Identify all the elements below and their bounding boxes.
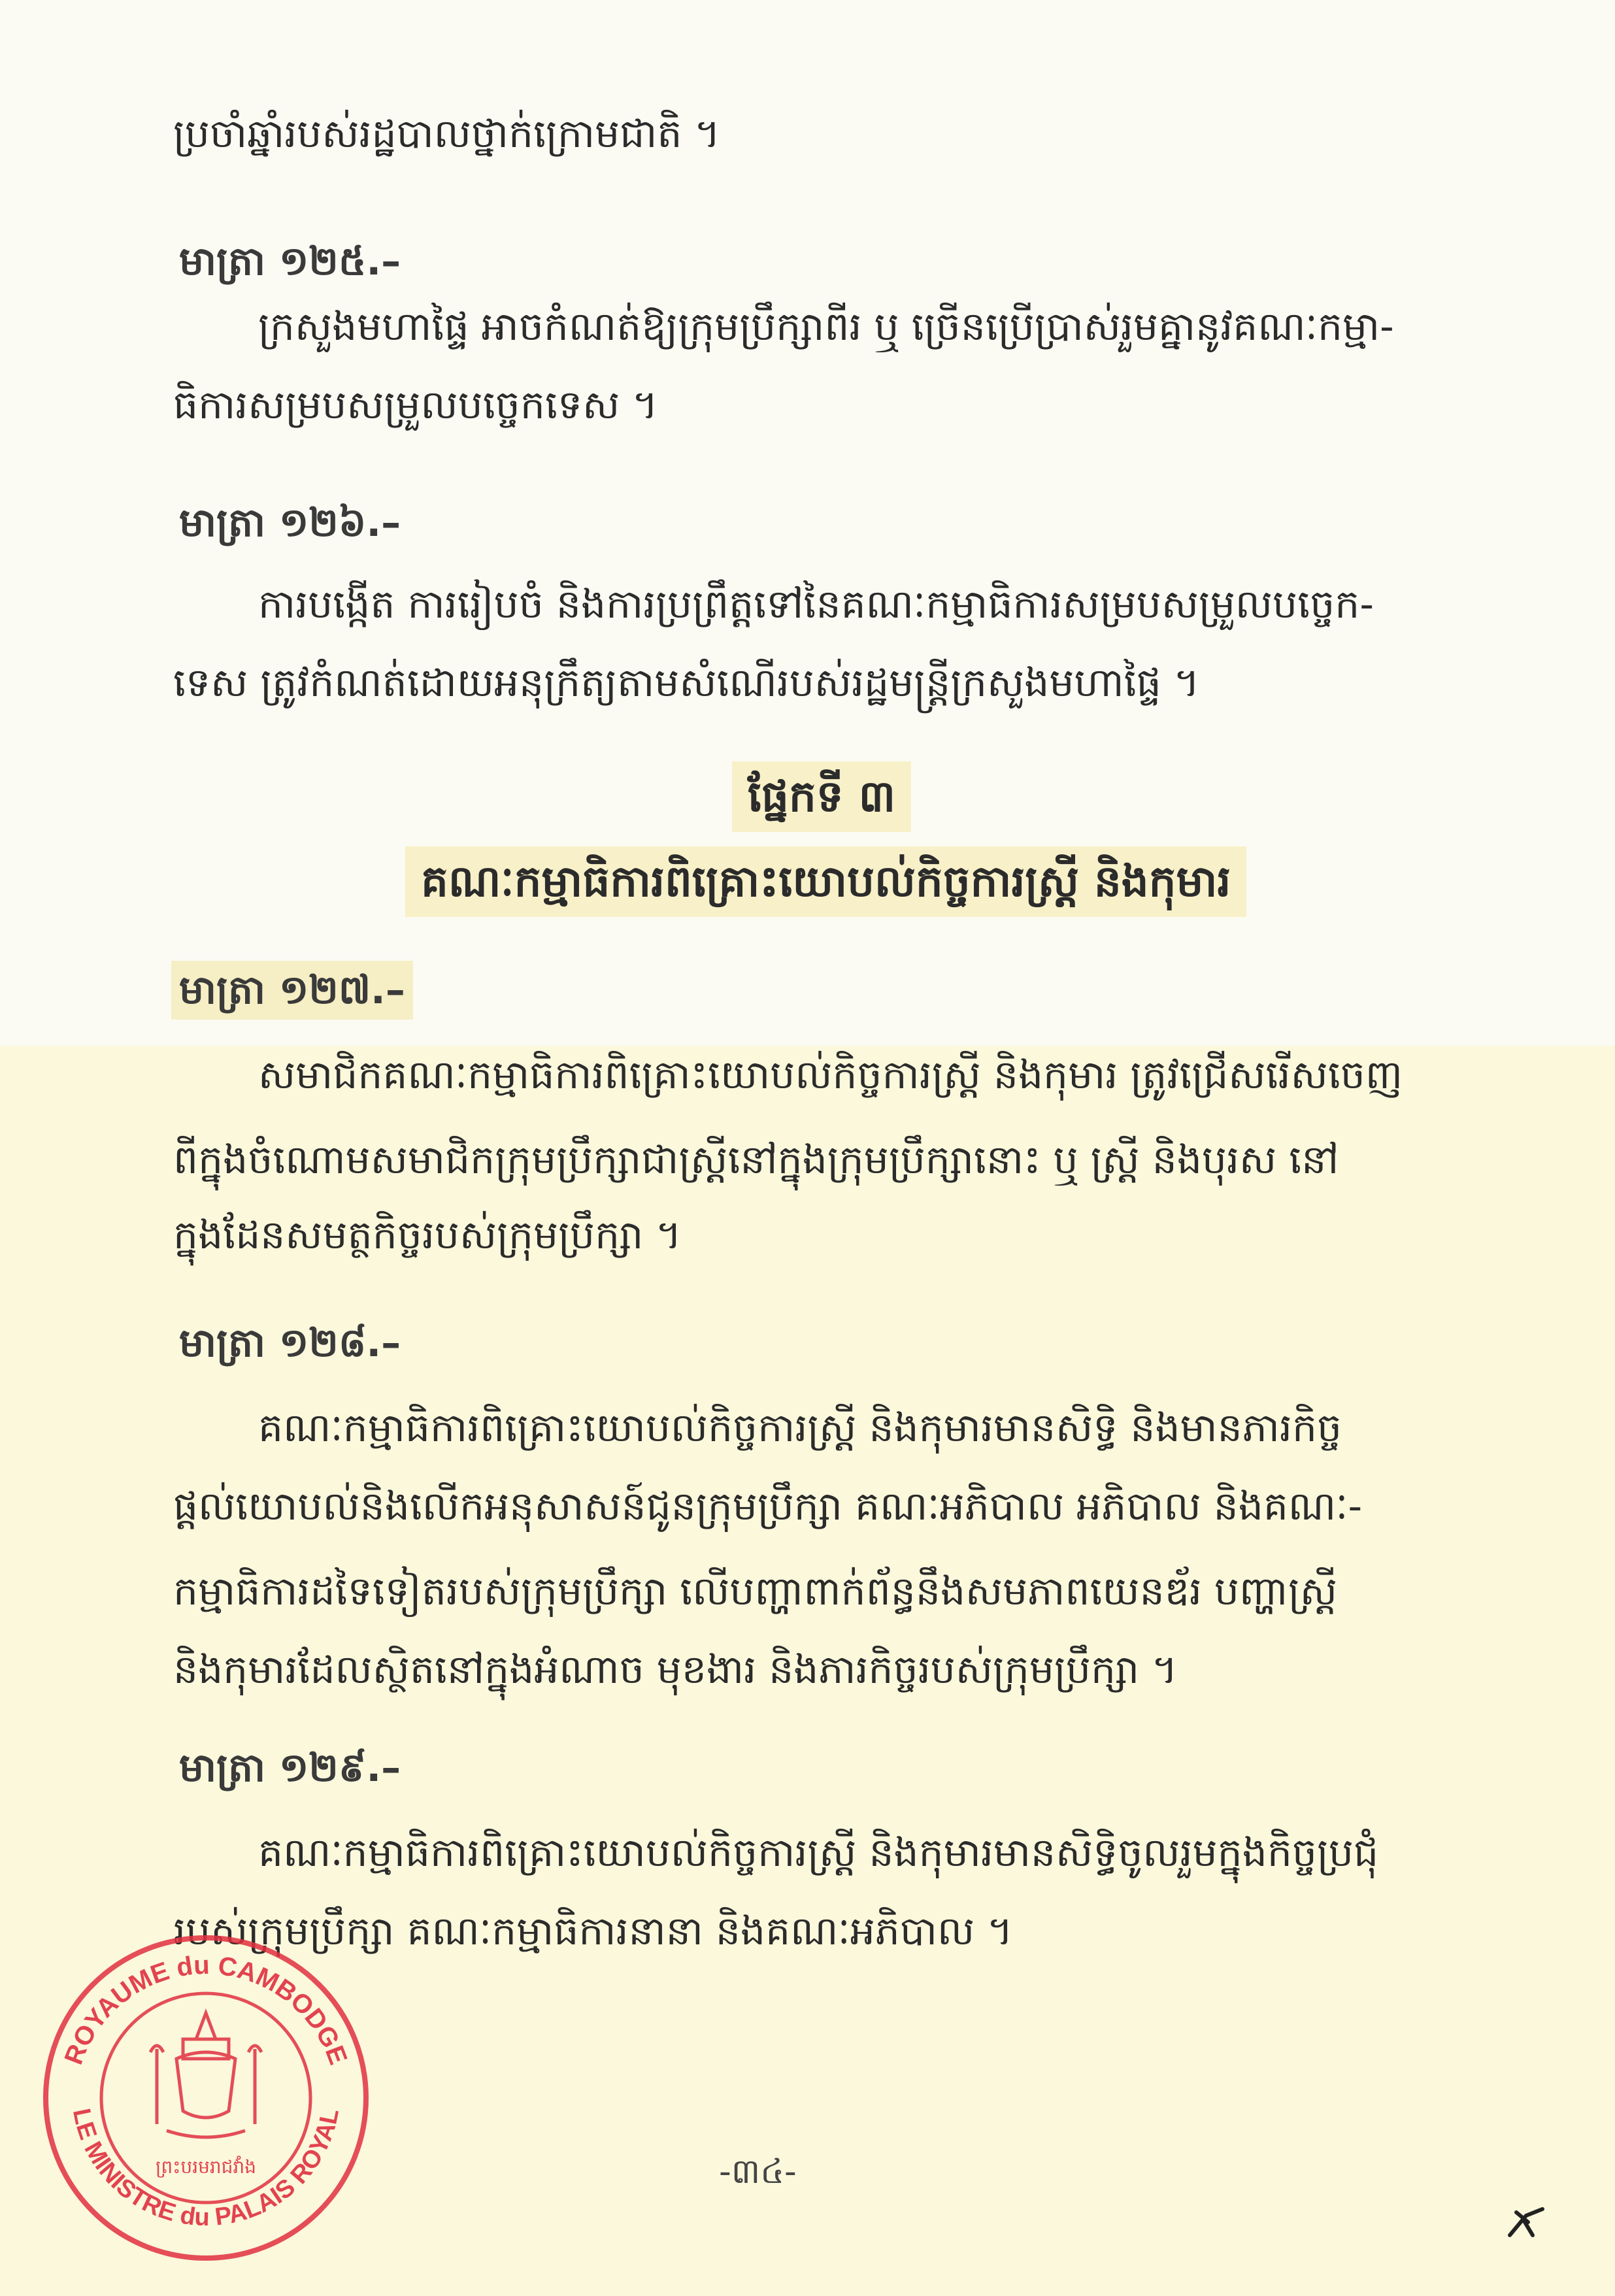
seal-top-text: ROYAUME du CAMBODGE	[59, 1950, 353, 2069]
article-129-line-2: របស់ក្រុមប្រឹក្សា គណៈកម្មាធិការនានា និងគណៈអភិបាល ។	[173, 1908, 1013, 1954]
article-125-line-1: ក្រសួងមហាផ្ទៃ អាចកំណត់ឱ្យក្រុមប្រឹក្សាពីរ ឬ ច្រើនប្រើប្រាស់រួមគ្នានូវគណៈកម្មា-	[258, 304, 1394, 350]
article-126-heading: មាត្រា ១២៦.–	[179, 500, 401, 546]
article-126-line-1: ការបង្កើត ការរៀបចំ និងការប្រព្រឹត្តទៅនៃគណៈកម្មាធិការសម្របសម្រួលបច្ចេក-	[258, 582, 1374, 627]
article-128-line-2: ផ្តល់យោបល់និងលើកអនុសាសន៍ជូនក្រុមប្រឹក្សា គណៈអភិបាល អភិបាល និងគណៈ-	[173, 1484, 1363, 1529]
article-127-heading: មាត្រា ១២៧.–	[171, 961, 413, 1020]
initial-mark-icon	[1497, 2189, 1556, 2248]
seal-bottom-text: LE MINISTRE du PALAIS ROYAL	[67, 2106, 345, 2232]
page-number: -៣៤-	[719, 2152, 797, 2191]
article-129-heading: មាត្រា ១២៩.–	[179, 1745, 401, 1791]
article-128-line-1: គណៈកម្មាធិការពិគ្រោះយោបល់កិច្ចការស្ត្រី និងកុមារមានសិទ្ធិ និងមានភារកិច្ច	[258, 1405, 1342, 1451]
article-127-line-1: សមាជិកគណៈកម្មាធិការពិគ្រោះយោបល់កិច្ចការស្ត្រី និងកុមារ ត្រូវជ្រើសរើសចេញ	[258, 1052, 1403, 1098]
article-127-line-2: ពីក្នុងចំណោមសមាជិកក្រុមប្រឹក្សាជាស្ត្រីនៅក្នុងក្រុមប្រឹក្សានោះ ឬ ស្ត្រី និងបុរស នៅ	[173, 1137, 1339, 1183]
article-125-heading: មាត្រា ១២៥.–	[179, 239, 401, 284]
article-125-line-2: ធិការសម្របសម្រួលបច្ចេកទេស ។	[173, 382, 658, 428]
royal-emblem-icon	[150, 2013, 261, 2137]
seal-inner-text: ព្រះបរមរាជវាំង	[156, 2156, 256, 2178]
section-part-label: ផ្នែកទី ៣	[732, 761, 911, 832]
royal-seal-stamp	[36, 1928, 376, 2268]
intro-line: ប្រចាំឆ្នាំរបស់រដ្ឋបាលថ្នាក់ក្រោមជាតិ ។	[173, 111, 721, 157]
article-128-heading: មាត្រា ១២៨.–	[179, 1320, 401, 1366]
section-title: គណៈកម្មាធិការពិគ្រោះយោបល់កិច្ចការស្ត្រី និងកុមារ	[405, 846, 1246, 917]
article-126-line-2: ទេស ត្រូវកំណត់ដោយអនុក្រឹត្យតាមសំណើរបស់រដ្ឋមន្ត្រីក្រសួងមហាផ្ទៃ ។	[173, 660, 1200, 706]
article-127-line-3: ក្នុងដែនសមត្ថកិច្ចរបស់ក្រុមប្រឹក្សា ។	[173, 1212, 682, 1258]
article-128-line-3: កម្មាធិការដទៃទៀតរបស់ក្រុមប្រឹក្សា លើបញ្ហាពាក់ព័ន្ធនឹងសមភាពយេនឌ័រ បញ្ហាស្ត្រី	[173, 1569, 1338, 1614]
article-129-line-1: គណៈកម្មាធិការពិគ្រោះយោបល់កិច្ចការស្ត្រី និងកុមារមានសិទ្ធិចូលរួមក្នុងកិច្ចប្រជុំ	[258, 1830, 1379, 1876]
article-128-line-4: និងកុមារដែលស្ថិតនៅក្នុងអំណាច មុខងារ និងភារកិច្ចរបស់ក្រុមប្រឹក្សា ។	[173, 1647, 1178, 1693]
